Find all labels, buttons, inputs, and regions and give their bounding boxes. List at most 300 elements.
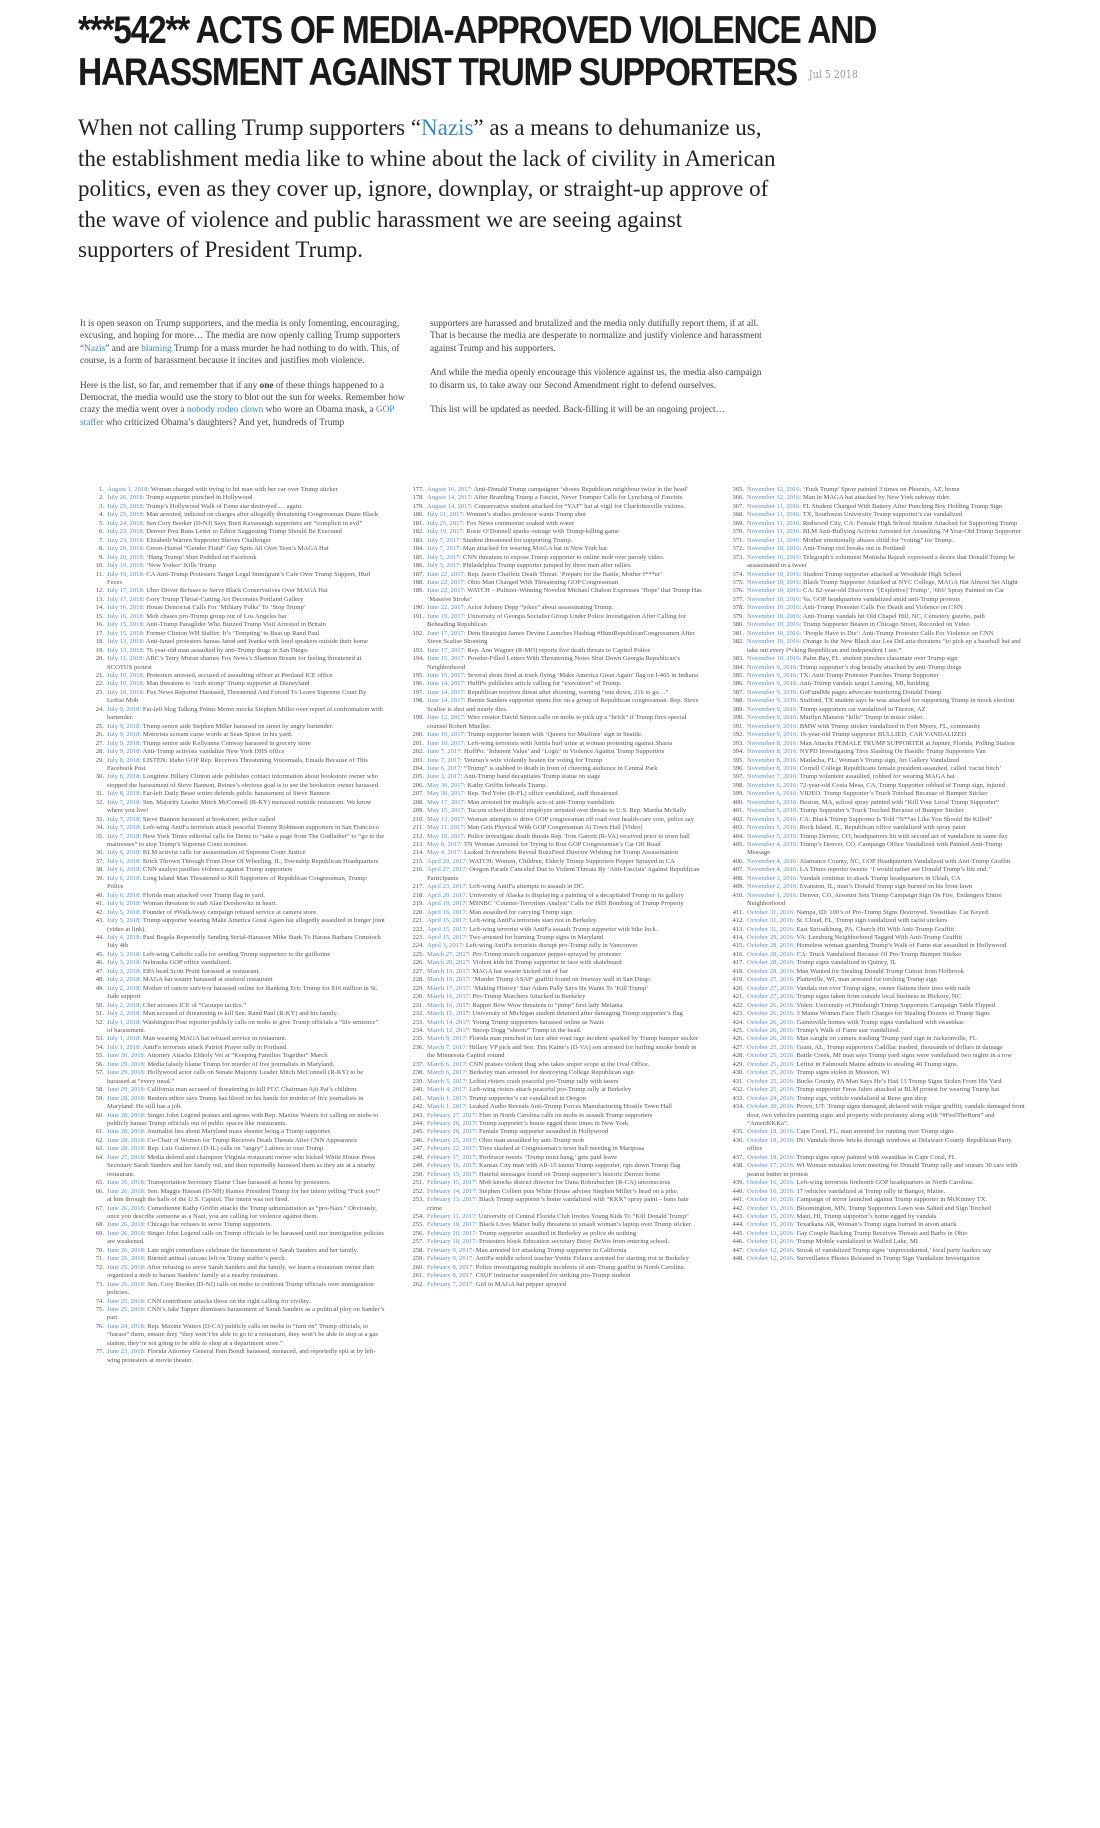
item-date-link[interactable]: August 1, 2018: [107,486,150,493]
item-date-link[interactable]: October 27, 2016: [747,976,795,984]
item-date-link[interactable]: June 15, 2017: [427,655,466,663]
item-date-link[interactable]: April 15, 2017: [427,925,468,933]
item-date-link[interactable]: July 10, 2018: [107,680,145,688]
item-date-link[interactable]: October 25, 2016: [747,1069,795,1077]
item-date-link[interactable]: July 7, 2018: [107,832,142,840]
item-date-link[interactable]: July 20, 2018: [107,545,145,553]
list-item [400,680,705,688]
item-date-link[interactable]: November 9, 2016: [747,697,799,705]
item-date-link[interactable]: June 17, 2017: [427,646,466,654]
item-text [107,706,385,723]
item-date-link[interactable]: February 26, 2017: [427,1119,478,1127]
item-date-link[interactable]: August 14, 2017: [427,502,473,510]
item-date-link[interactable]: October 25, 2016: [747,1052,795,1060]
list-item [400,579,705,587]
item-date-link[interactable]: October 13, 2016: [747,1238,795,1246]
item-date-link[interactable]: July 6, 2018: [107,857,142,865]
item-date-link[interactable]: June 22, 2017: [427,604,466,612]
item-date-link[interactable]: November 9, 2016: [747,680,799,688]
item-date-link[interactable]: November 5, 2016: [747,824,799,832]
item-date-link[interactable]: February 17, 2017: [427,1153,478,1161]
item-date-link[interactable]: June 22, 2017: [427,587,466,595]
item-date-link[interactable]: October 25, 2016: [747,1043,795,1051]
item-date-link[interactable]: November 10, 2016: [747,638,802,646]
gop-staffer-link[interactable]: GOP staffer [80,405,395,428]
item-date-link[interactable]: October 28, 2016: [747,950,795,958]
item-date-link[interactable]: July 17, 2018: [107,587,145,595]
item-date-link[interactable]: June 17, 2017: [427,629,466,637]
item-date-link[interactable]: November 9, 2016: [747,731,799,739]
publish-date: Jul 5 2018 [808,67,858,81]
item-date-link[interactable]: June 14, 2017: [427,680,466,688]
item-number: 431. [732,1077,744,1085]
item-date-link[interactable]: November 9, 2016: [747,722,799,730]
item-date-link[interactable]: October 25, 2016: [747,1060,795,1068]
item-date-link[interactable]: February 13, 2017: [427,1196,478,1204]
item-date-link[interactable]: July 5, 2018: [107,917,142,925]
item-date-link[interactable]: February 10, 2017: [427,1229,478,1237]
item-date-link[interactable]: October 13, 2016: [747,1229,795,1237]
item-date-link[interactable]: June 28, 2018: [107,1145,146,1153]
item-date-link[interactable]: March 7, 2017: [427,1043,468,1051]
item-date-link[interactable]: June 10, 2017: [427,739,466,747]
item-date-link[interactable]: July 1, 2018: [107,1035,142,1043]
item-date-link[interactable]: May 15, 2017: [427,807,466,815]
item-date-link[interactable]: July 4, 2018: [107,934,142,942]
item-text [747,604,1025,612]
item-date-link[interactable]: May 11, 2017: [427,824,466,832]
list-item [720,723,1025,731]
item-date-link[interactable]: November 7, 2016: [747,773,799,781]
item-date-link[interactable]: July 6, 2018: [107,900,142,908]
item-date-link[interactable]: July 1, 2018: [107,1018,142,1026]
item-date-link[interactable]: June 28, 2018: [107,1128,146,1136]
item-date-link[interactable]: October 20, 2016: [747,1103,795,1111]
item-date-link[interactable]: February 10, 2017: [427,1221,478,1229]
item-date-link[interactable]: November 5, 2016: [747,815,799,823]
item-date-link[interactable]: March 15, 2017: [427,1010,471,1018]
item-date-link[interactable]: March 19, 2017: [427,967,471,975]
item-date-link[interactable]: October 17, 2016: [747,1162,795,1170]
item-date-link[interactable]: October 15, 2016: [747,1204,795,1212]
item-date-link[interactable]: March 1, 2017: [427,1103,468,1111]
item-date-link[interactable]: July 24, 2018: [107,519,145,527]
item-date-link[interactable]: June 25, 2018: [107,1255,146,1263]
item-number: 190. [412,604,424,612]
item-text [107,1306,385,1323]
item-date-link[interactable]: November 4, 2016: [747,857,799,865]
item-number: 245. [412,1128,424,1136]
item-date-link[interactable]: June 26, 2018: [107,1179,146,1187]
item-date-link[interactable]: April 27, 2017: [427,866,468,874]
item-date-link[interactable]: October 26, 2016: [747,1035,795,1043]
item-date-link[interactable]: November 10, 2016: [747,545,802,553]
item-date-link[interactable]: March 16, 2017: [427,1001,471,1009]
item-text [107,1052,385,1060]
item-date-link[interactable]: July 6, 2018: [107,874,142,882]
item-date-link[interactable]: June 19, 2017: [427,612,466,620]
item-date-link[interactable]: October 28, 2016: [747,959,795,967]
item-description: Sen. Maggie Hassan (D-NH) blames President Trump for her intern yelling “Fuck you!” at him through the halls of the U.S. Capitol. The intern was not fired. [107,1187,381,1204]
item-date-link[interactable]: October 16, 2016: [747,1187,795,1195]
item-date-link[interactable]: November 10, 2016: [747,595,802,603]
item-date-link[interactable]: July 3, 2018: [107,959,142,967]
item-date-link[interactable]: February 16, 2017: [427,1162,478,1170]
item-date-link[interactable]: February 22, 2017: [427,1145,478,1153]
item-text [427,841,705,849]
item-date-link[interactable]: June 7, 2017: [427,748,463,756]
item-date-link[interactable]: June 6, 2017: [427,764,463,772]
item-text [427,824,705,832]
item-date-link[interactable]: October 26, 2016: [747,1010,795,1018]
item-date-link[interactable]: March 9, 2017: [427,1035,468,1043]
item-date-link[interactable]: June 15, 2017: [427,671,466,679]
item-text [427,816,705,824]
item-date-link[interactable]: February 27, 2017: [427,1111,478,1119]
item-number: 200. [412,731,424,739]
item-date-link[interactable]: July 25, 2018: [107,502,145,510]
item-date-link[interactable]: November 2, 2016: [747,883,799,891]
item-date-link[interactable]: October 28, 2016: [747,967,795,975]
item-date-link[interactable]: October 31, 2016: [747,908,795,916]
item-date-link[interactable]: June 25, 2018: [107,1297,146,1305]
item-date-link[interactable]: October 15, 2016: [747,1221,795,1229]
item-number: 244. [412,1119,424,1127]
item-date-link[interactable]: February 8, 2017: [427,1263,475,1271]
blaming-link[interactable]: blaming [141,343,172,354]
item-date-link[interactable]: July 3, 2018: [107,967,142,975]
item-date-link[interactable]: July 15, 2018: [107,629,145,637]
item-date-link[interactable]: July 2, 2018: [107,1001,142,1009]
item-date-link[interactable]: June 14, 2017: [427,697,466,705]
item-date-link[interactable]: April 3, 2017: [427,942,465,950]
item-date-link[interactable]: July 25, 2018: [107,511,145,519]
item-date-link[interactable]: October 16, 2016: [747,1196,795,1204]
item-text [427,604,705,612]
item-description: Left-wing terrorists with Antifa hurl urine at woman protesting against Sharia [467,739,673,747]
item-text [747,503,1025,511]
item-date-link[interactable]: June 29, 2018: [107,1060,146,1068]
item-date-link[interactable]: April 15, 2017: [427,934,468,942]
item-date-link[interactable]: March 6, 2017: [427,1069,468,1077]
item-date-link[interactable]: July 13, 2018: [107,638,145,646]
item-date-link[interactable]: June 30, 2018: [107,1052,146,1060]
item-date-link[interactable]: June 28, 2018: [107,1136,146,1144]
item-date-link[interactable]: March 16, 2017: [427,993,471,1001]
item-text [747,1035,1025,1043]
item-date-link[interactable]: August 16, 2017: [427,486,473,493]
item-date-link[interactable]: June 25, 2018: [107,1280,146,1288]
item-date-link[interactable]: February 7, 2017: [427,1280,475,1288]
item-date-link[interactable]: June 28, 2018: [107,1111,146,1119]
list-item [400,1171,705,1179]
item-date-link[interactable]: March 1, 2017: [427,1094,468,1102]
item-date-link[interactable]: November 6, 2016: [747,781,799,789]
item-date-link[interactable]: June 12, 2017: [427,714,466,722]
item-date-link[interactable]: March 14, 2017: [427,1018,471,1026]
item-date-link[interactable]: July 31, 2017: [427,511,465,519]
item-date-link[interactable]: July 16, 2018: [107,612,145,620]
item-text [747,1154,1025,1162]
item-date-link[interactable]: November 10, 2016: [747,570,802,578]
item-date-link[interactable]: November 10, 2016: [747,604,802,612]
item-date-link[interactable]: February 14, 2017: [427,1187,478,1195]
item-date-link[interactable]: July 9, 2018: [107,748,142,756]
item-date-link[interactable]: April 15, 2017: [427,917,468,925]
item-date-link[interactable]: May 8, 2017: [427,841,463,849]
item-date-link[interactable]: November 1, 2016: [747,891,799,899]
list-item [80,655,385,672]
item-date-link[interactable]: April 23, 2017: [427,883,468,891]
item-date-link[interactable]: June 10, 2017: [427,731,466,739]
item-number: 11. [96,570,104,578]
item-date-link[interactable]: July 17, 2018: [107,595,145,603]
item-date-link[interactable]: October 16, 2016: [747,1179,795,1187]
item-date-link[interactable]: November 11, 2016: [747,536,802,544]
item-date-link[interactable]: July 10, 2018: [107,688,145,696]
item-date-link[interactable]: July 9, 2018: [107,705,142,713]
item-text [107,545,385,553]
item-date-link[interactable]: November 10, 2016: [747,578,802,586]
item-date-link[interactable]: June 26, 2018: [107,1246,146,1254]
item-date-link[interactable]: June 27, 2018: [107,1153,146,1161]
item-number: 369. [732,519,744,527]
item-date-link[interactable]: November 8, 2016: [747,756,799,764]
item-date-link[interactable]: March 6, 2017: [427,1060,468,1068]
item-date-link[interactable]: July 2, 2018: [107,984,142,992]
item-date-link[interactable]: June 29, 2018: [107,1069,146,1077]
item-date-link[interactable]: November 11, 2016: [747,502,802,510]
item-date-link[interactable]: November 9, 2016: [747,688,799,696]
item-date-link[interactable]: November 9, 2016: [747,714,799,722]
item-date-link[interactable]: November 4, 2016: [747,866,799,874]
item-date-link[interactable]: June 25, 2018: [107,1263,146,1271]
item-date-link[interactable]: May 10, 2017: [427,832,466,840]
item-date-link[interactable]: October 28, 2016: [747,942,795,950]
item-number: 195. [412,671,424,679]
item-date-link[interactable]: July 8, 2018: [107,790,142,798]
item-date-link[interactable]: July 19, 2017: [427,528,465,536]
item-date-link[interactable]: June 26, 2018: [107,1229,146,1237]
list-item [80,1002,385,1010]
item-date-link[interactable]: November 6, 2016: [747,798,799,806]
item-date-link[interactable]: May 30, 2017: [427,781,466,789]
item-date-link[interactable]: July 2, 2018: [107,976,142,984]
item-date-link[interactable]: June 3, 2017: [427,773,463,781]
item-description: Rock Island, IL, Republican office vandalized with spray paint [799,824,966,832]
item-date-link[interactable]: June 14, 2017: [427,688,466,696]
item-date-link[interactable]: June 25, 2018: [107,1305,146,1313]
item-date-link[interactable]: April 20, 2017: [427,891,468,899]
item-date-link[interactable]: November 5, 2016: [747,807,799,815]
item-number: 261. [412,1272,424,1280]
item-date-link[interactable]: November 8, 2016: [747,764,799,772]
item-date-link[interactable]: October 26, 2016: [747,1018,795,1026]
item-date-link[interactable]: April 29, 2017: [427,857,468,865]
item-date-link[interactable]: February 26, 2017: [427,1128,478,1136]
item-date-link[interactable]: July 25, 2017: [427,519,465,527]
item-date-link[interactable]: May 4, 2017: [427,849,463,857]
item-date-link[interactable]: November 4, 2016: [747,841,799,849]
item-date-link[interactable]: October 26, 2016: [747,1027,795,1034]
item-date-link[interactable]: July 3, 2017: [427,562,462,570]
item-date-link[interactable]: July 23, 2018: [107,528,145,536]
item-date-link[interactable]: July 11, 2018: [107,655,145,663]
item-date-link[interactable]: November 10, 2016: [747,587,802,595]
item-date-link[interactable]: May 30, 2017: [427,790,466,798]
item-text [747,807,1025,815]
item-date-link[interactable]: November 10, 2016: [747,629,802,637]
item-date-link[interactable]: July 7, 2018: [107,815,142,823]
item-date-link[interactable]: November 12, 2016: [747,486,802,493]
item-date-link[interactable]: November 11, 2016: [747,511,802,519]
item-date-link[interactable]: July 3, 2018: [107,950,142,958]
item-date-link[interactable]: October 18, 2016: [747,1128,795,1136]
list-item [400,520,705,528]
item-date-link[interactable]: October 15, 2016: [747,1212,795,1220]
item-date-link[interactable]: July 19, 2018: [107,570,145,578]
item-description: Rep. Jason Chaffetz Death Threat: ‘Prepare for the Battle, Mother f***er’ [467,570,663,578]
item-date-link[interactable]: July 15, 2018: [107,621,145,629]
item-date-link[interactable]: June 26, 2018: [107,1221,146,1229]
item-date-link[interactable]: July 26, 2018: [107,494,145,502]
nazis-link[interactable]: Nazis [421,115,474,140]
item-date-link[interactable]: October 27, 2016: [747,993,795,1001]
item-date-link[interactable]: March 5, 2017: [427,1077,468,1085]
item-date-link[interactable]: November 10, 2016: [747,621,802,629]
item-date-link[interactable]: July 9, 2018: [107,722,142,730]
item-date-link[interactable]: October 25, 2016: [747,1077,795,1085]
item-date-link[interactable]: July 16, 2018: [107,604,145,612]
item-date-link[interactable]: July 13, 2018: [107,646,145,654]
item-date-link[interactable]: March 20, 2017: [427,959,471,967]
item-date-link[interactable]: February 9, 2017: [427,1246,475,1254]
item-date-link[interactable]: November 12, 2016: [747,494,802,502]
item-number: 35. [95,832,104,840]
item-date-link[interactable]: July 1, 2018: [107,1043,142,1051]
item-date-link[interactable]: February 11, 2017: [427,1212,478,1220]
item-date-link[interactable]: October 18, 2016: [747,1153,795,1161]
item-date-link[interactable]: July 23, 2018: [107,536,145,544]
item-date-link[interactable]: November 8, 2016: [747,739,799,747]
item-date-link[interactable]: July 6, 2018: [107,891,142,899]
item-date-link[interactable]: June 22, 2017: [427,578,466,586]
item-text [747,1103,1025,1128]
item-date-link[interactable]: July 6, 2018: [107,866,142,874]
item-date-link[interactable]: November 6, 2016: [747,790,799,798]
item-date-link[interactable]: March 27, 2017: [427,950,471,958]
item-date-link[interactable]: November 10, 2016: [747,655,802,663]
item-date-link[interactable]: July 7, 2018: [107,798,142,806]
nazis-intro-link[interactable]: Nazis [84,343,106,354]
item-date-link[interactable]: July 10, 2018: [107,671,145,679]
item-date-link[interactable]: April 19, 2017: [427,900,468,908]
item-text [427,1112,705,1120]
item-date-link[interactable]: July 6, 2018: [107,849,142,857]
item-date-link[interactable]: November 11, 2016: [747,528,802,536]
item-date-link[interactable]: April 16, 2017: [427,908,468,916]
item-date-link[interactable]: February 15, 2017: [427,1179,478,1187]
item-date-link[interactable]: February 25, 2017: [427,1136,478,1144]
item-number: 402. [732,815,744,823]
item-number: 252. [412,1187,424,1195]
item-date-link[interactable]: July 20, 2018: [107,553,145,561]
item-date-link[interactable]: November 8, 2016: [747,748,799,756]
item-date-link[interactable]: October 12, 2016: [747,1246,795,1254]
item-description: 72-year-old Costa Mesa, CA, Trump Supporter robbed of Trump sign, injured [799,781,1005,789]
item-date-link[interactable]: November 10, 2016: [747,612,802,620]
item-date-link[interactable]: November 9, 2016: [747,671,799,679]
item-date-link[interactable]: June 29, 2018: [107,1086,146,1094]
item-date-link[interactable]: June 7, 2017: [427,756,463,764]
item-date-link[interactable]: July 19, 2018: [107,562,145,570]
item-date-link[interactable]: July 7, 2017: [427,536,462,544]
lede-text-1: When not calling Trump supporters “ [78,115,422,140]
item-date-link[interactable]: March 17, 2017: [427,984,471,992]
item-date-link[interactable]: February 9, 2017: [427,1255,475,1263]
item-text [747,1019,1025,1027]
item-text [747,613,1025,621]
item-date-link[interactable]: May 17, 2017: [427,798,466,806]
item-date-link[interactable]: August 14, 2017: [427,494,473,502]
item-date-link[interactable]: June 24, 2018: [107,1322,146,1330]
item-date-link[interactable]: February 15, 2017: [427,1170,478,1178]
item-date-link[interactable]: June 22, 2017: [427,570,466,578]
item-text [747,554,1025,571]
item-date-link[interactable]: July 7, 2018: [107,824,142,832]
item-date-link[interactable]: October 26, 2016: [747,1001,795,1009]
item-date-link[interactable]: March 4, 2017: [427,1086,468,1094]
item-date-link[interactable]: November 9, 2016: [747,663,799,671]
item-date-link[interactable]: March 12, 2017: [427,1027,471,1034]
item-date-link[interactable]: November 10, 2016: [747,553,802,561]
item-date-link[interactable]: July 7, 2017: [427,545,462,553]
item-date-link[interactable]: October 25, 2016: [747,1086,795,1094]
item-date-link[interactable]: June 28, 2018: [107,1094,146,1102]
list-item [720,833,1025,841]
rodeo-clown-link[interactable]: nobody rodeo clown [186,405,264,416]
item-date-link[interactable]: March 19, 2017: [427,976,471,984]
item-date-link[interactable]: July 8, 2018: [107,756,142,764]
item-date-link[interactable]: June 26, 2018: [107,1204,146,1212]
item-date-link[interactable]: July 5, 2017: [427,553,462,561]
list-item [80,1052,385,1060]
item-date-link[interactable]: July 5, 2018: [107,908,142,916]
item-date-link[interactable]: July 2, 2018: [107,1010,142,1018]
item-date-link[interactable]: October 24, 2016: [747,1094,795,1102]
item-description: CNN contributor attacks those on the right calling for civility. [147,1297,311,1305]
item-date-link[interactable]: June 23, 2018: [107,1348,146,1356]
item-date-link[interactable]: October 31, 2016: [747,925,795,933]
item-date-link[interactable]: October 27, 2016: [747,984,795,992]
item-date-link[interactable]: July 9, 2018: [107,731,142,739]
item-date-link[interactable]: November 5, 2016: [747,832,799,840]
item-date-link[interactable]: July 8, 2018: [107,773,142,781]
item-date-link[interactable]: February 10, 2017: [427,1238,478,1246]
item-date-link[interactable]: June 26, 2018: [107,1187,146,1195]
item-date-link[interactable]: July 9, 2018: [107,739,142,747]
item-date-link[interactable]: October 18, 2016: [747,1136,795,1144]
item-date-link[interactable]: May 13, 2017: [427,815,466,823]
item-date-link[interactable]: February 8, 2017: [427,1272,475,1280]
item-description: Tucson school district employee arrested over threats to U.S. Rep. Martha McSally [467,807,687,815]
item-date-link[interactable]: October 29, 2016: [747,934,795,942]
item-date-link[interactable]: October 31, 2016: [747,917,795,925]
item-date-link[interactable]: November 3, 2016: [747,874,799,882]
item-date-link[interactable]: October 12, 2016: [747,1255,795,1263]
item-date-link[interactable]: November 9, 2016: [747,705,799,713]
item-date-link[interactable]: November 11, 2016: [747,519,802,527]
